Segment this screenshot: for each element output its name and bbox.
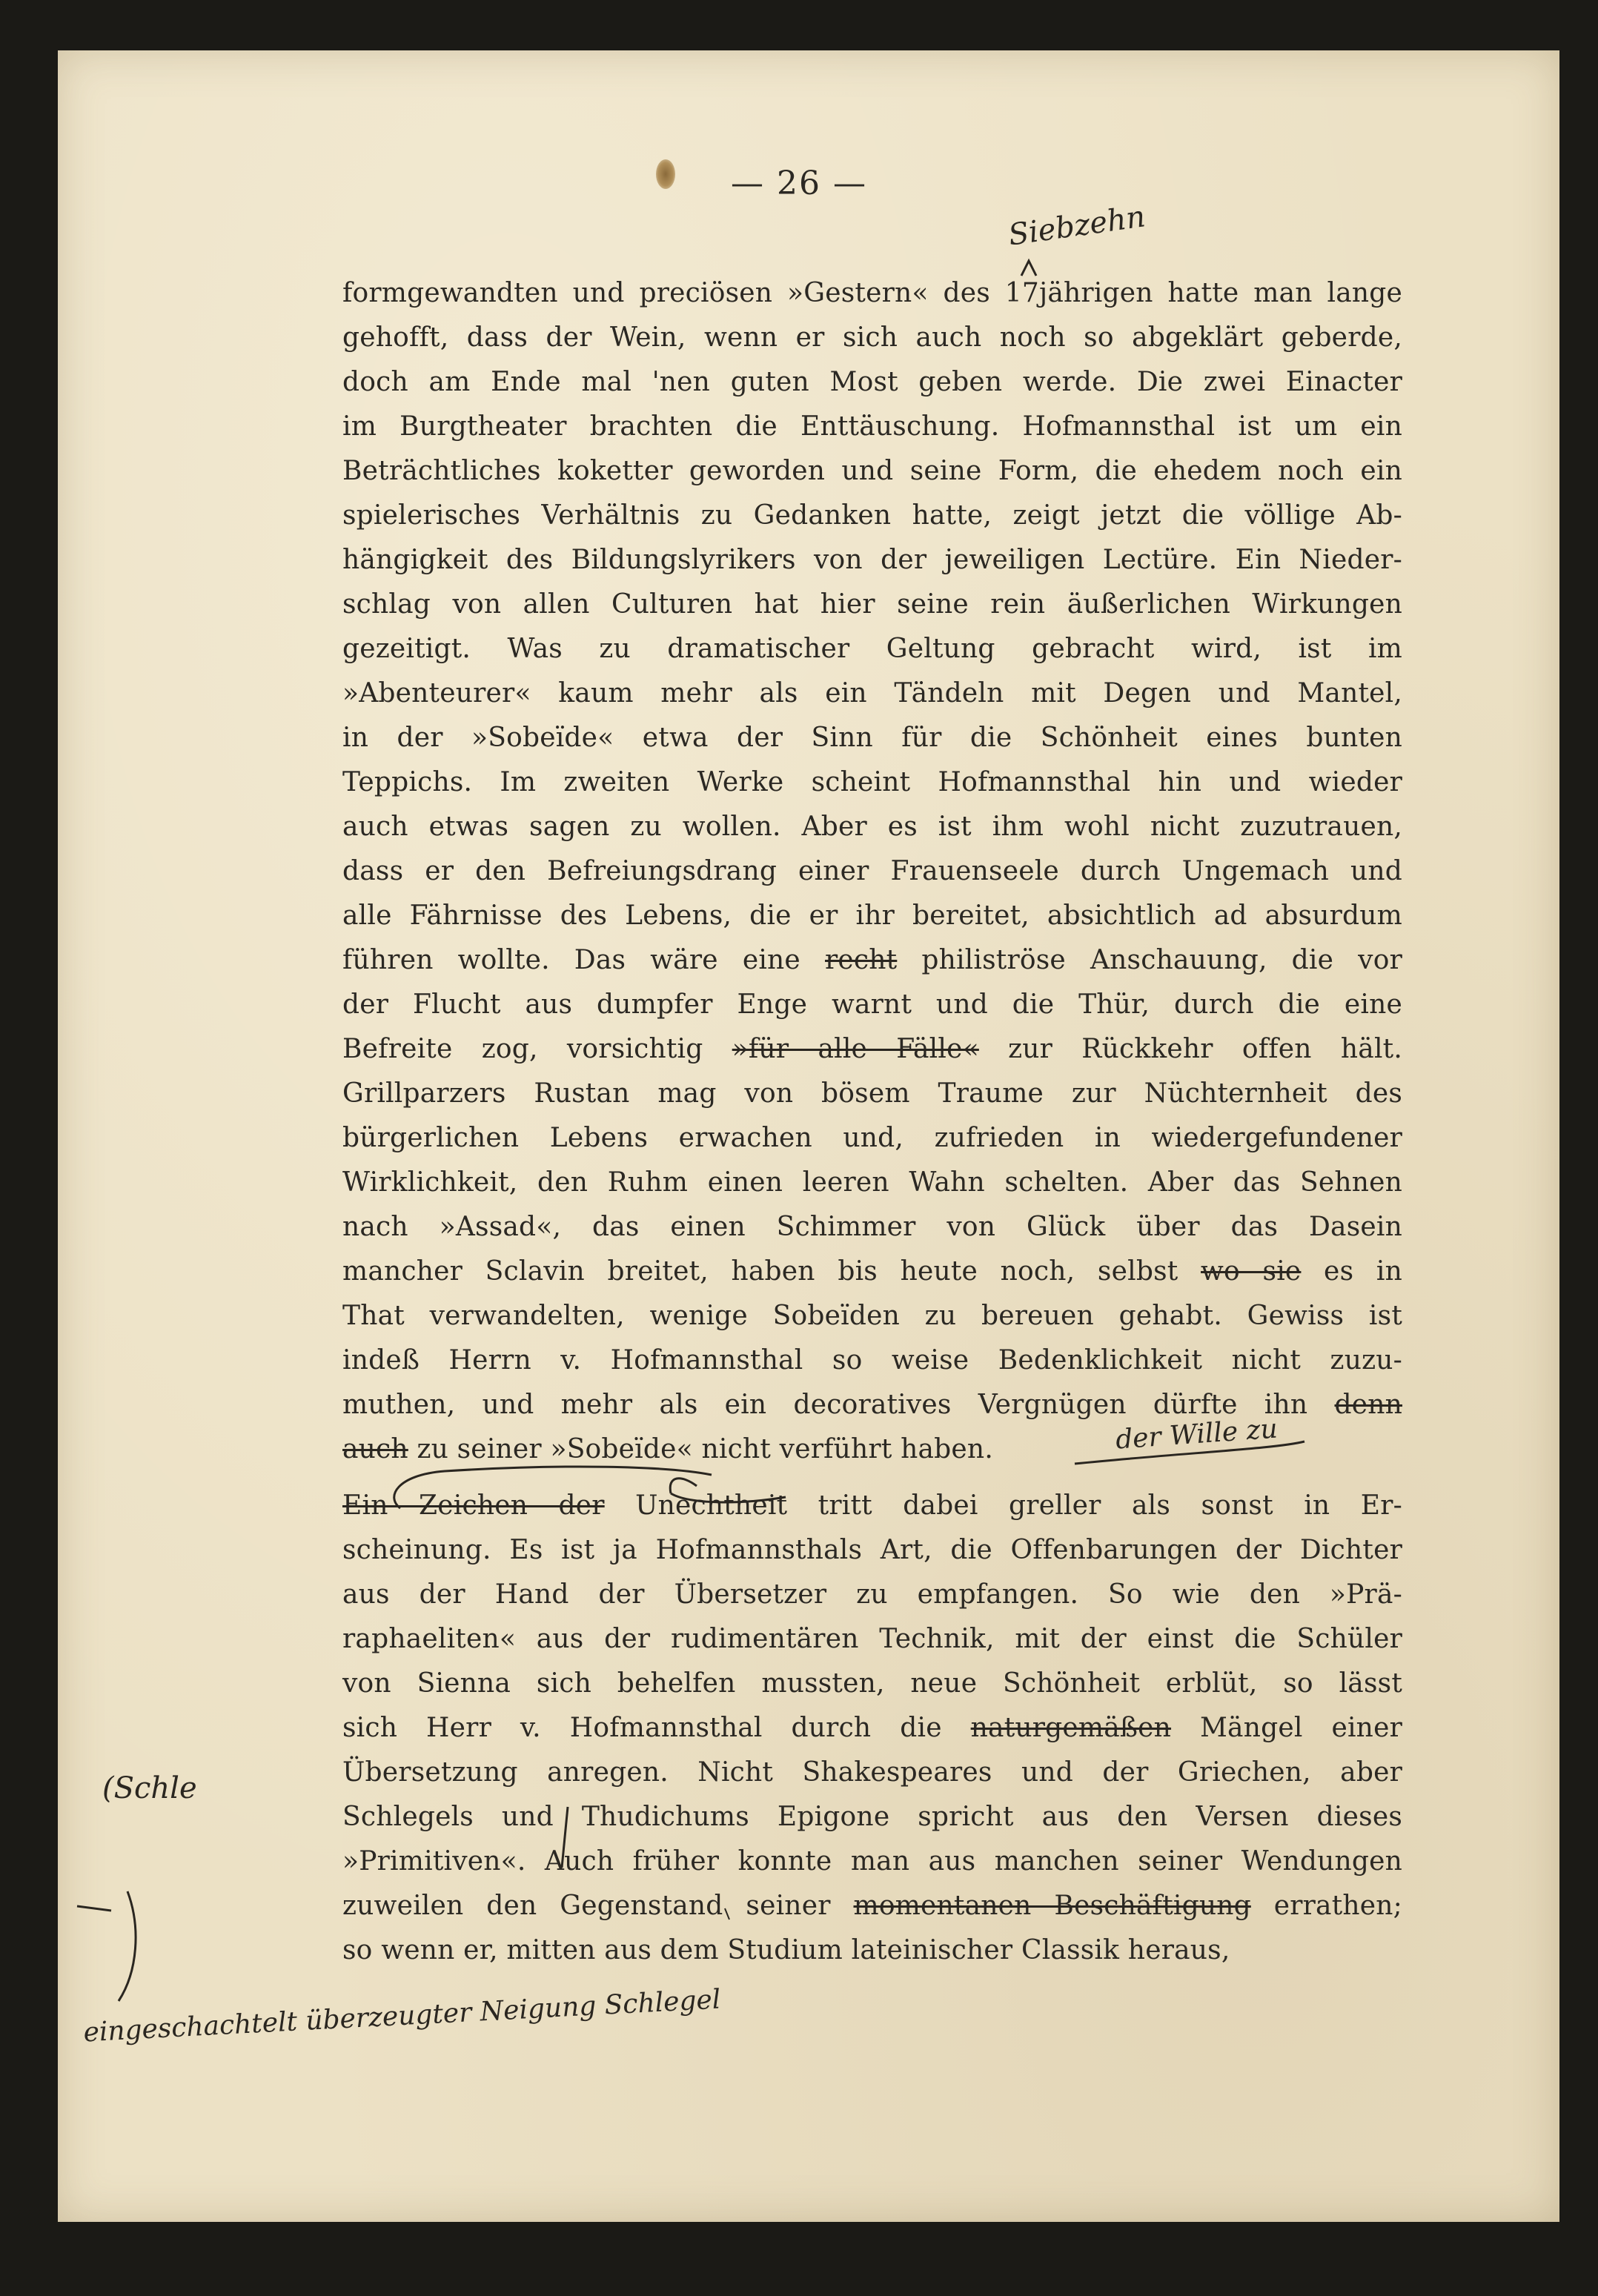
text-segment: führen wollte. Das wäre eine [342,945,825,975]
text-line: That verwandelten, wenige Sobeïden zu bereuen gehabt. Gewiss ist [342,1301,1402,1331]
text-segment: Mängel einer [1171,1713,1402,1743]
text-segment: errathen; [1250,1891,1402,1921]
struck-text: »für alle Fälle« [732,1034,979,1064]
text-segment: Befreite zog, vorsichtig [342,1034,732,1064]
text-line: raphaeliten« aus der rudimentären Technik, mit der einst die Schüler [342,1624,1402,1654]
handwritten-bottom-note: eingeschachtelt überzeugter Neigung Schlegel [82,1984,722,2048]
text-line: gezeitigt. Was zu dramatischer Geltung gebracht wird, ist im [342,634,1402,664]
text-line: Übersetzung anregen. Nicht Shakespeares und der Griechen, aber [342,1757,1402,1788]
struck-text: denn [1334,1390,1402,1420]
text-segment: zuweilen den Gegenstand seiner [342,1891,854,1921]
text-line: auch etwas sagen zu wollen. Aber es ist ihm wohl nicht zuzutrauen, [342,812,1402,842]
text-line: aus der Hand der Übersetzer zu empfangen. So wie den »Prä- [342,1579,1402,1610]
text-line: nach »Assad«, das einen Schimmer von Glück über das Dasein [342,1212,1402,1242]
struck-text: recht [824,945,898,975]
text-line [342,938,1402,983]
text-segment: es in [1301,1256,1402,1287]
text-segment: muthen, und mehr als ein decoratives Vergnügen dürfte ihn [342,1390,1335,1420]
text-line: hängigkeit des Bildungslyrikers von der jeweiligen Lectüre. Ein Nieder- [342,545,1402,575]
text-line: der Flucht aus dumpfer Enge warnt und die Thür, durch die eine [342,989,1402,1020]
page-number: — 26 — [731,165,867,202]
paragraph-1 [342,271,1402,1472]
text-line: in der »Sobeïde« etwa der Sinn für die Schönheit eines bunten [342,723,1402,753]
text-segment: zu seiner »Sobeïde« nicht verführt haben. [408,1434,993,1464]
handwritten-insert-margin: der Wille zu [1114,1413,1279,1456]
struck-text: naturgemäßen [970,1713,1172,1743]
text-line [342,1484,1402,1528]
text-segment: sich Herr v. Hofmannsthal durch die [342,1713,971,1743]
text-line: »Primitiven«. Auch früher konnte man aus manchen seiner Wendungen [342,1846,1402,1877]
paragraph-2 [342,1484,1402,1973]
text-line: so wenn er, mitten aus dem Studium lateinischer Classik heraus, [342,1935,1230,1965]
text-line: »Abenteurer« kaum mehr als ein Tändeln mit Degen und Mantel, [342,678,1402,709]
text-line: bürgerlichen Lebens erwachen und, zufrieden in wiedergefundener [342,1123,1402,1153]
text-line: indeß Herrn v. Hofmannsthal so weise Bedenklichkeit nicht zuzu- [342,1345,1402,1376]
text-line: Teppichs. Im zweiten Werke scheint Hofmannsthal hin und wieder [342,767,1402,797]
text-line [342,1884,1402,1928]
text-line: schlag von allen Culturen hat hier seine rein äußerlichen Wirkungen [342,589,1402,620]
text-line: Grillparzers Rustan mag von bösem Traume zur Nüchternheit des [342,1078,1402,1109]
text-line: gehofft, dass der Wein, wenn er sich auch noch so abgeklärt geberde, [342,322,1402,353]
text-line: doch am Ende mal 'nen guten Most geben werde. Die zwei Einacter [342,367,1402,397]
text-line: Beträchtliches koketter geworden und seine Form, die ehedem noch ein [342,456,1402,486]
text-line: Wirklichkeit, den Ruhm einen leeren Wahn schelten. Aber das Sehnen [342,1167,1402,1198]
handwritten-left-margin: (Schle [102,1771,197,1805]
text-line: im Burgtheater brachten die Enttäuschung. Hofmannsthal ist um ein [342,411,1402,442]
text-line: von Sienna sich behelfen mussten, neue Schönheit erblüt, so lässt [342,1668,1402,1699]
handwritten-insert-top: Siebzehn [1006,199,1148,253]
text-segment: Unechtheit tritt dabei greller als sonst in Er- [604,1490,1402,1521]
text-line: spielerisches Verhältnis zu Gedanken hatte, zeigt jetzt die völlige Ab- [342,500,1402,531]
text-line: alle Fährnisse des Lebens, die er ihr bereitet, absichtlich ad absurdum [342,900,1402,931]
struck-text: momentanen Beschäftigung [853,1891,1251,1921]
struck-text: auch [342,1434,408,1464]
text-line: formgewandten und preciösen »Gestern« des 17jährigen hatte man lange [342,278,1402,308]
text-segment: zur Rückkehr offen hält. [978,1034,1402,1064]
struck-text: wo sie [1201,1256,1302,1287]
text-line: scheinung. Es ist ja Hofmannsthals Art, die Offenbarungen der Dichter [342,1535,1402,1565]
text-line [342,1706,1402,1751]
text-line: dass er den Befreiungsdrang einer Frauenseele durch Ungemach und [342,856,1402,886]
struck-text: Ein Zeichen der [342,1490,605,1521]
text-line [342,1250,1402,1294]
text-line: Schlegels und Thudichums Epigone spricht aus den Versen dieses [342,1802,1402,1832]
text-segment: philiströse Anschauung, die vor [897,945,1403,975]
text-line [342,1027,1402,1072]
text-segment: mancher Sclavin breitet, haben bis heute noch, selbst [342,1256,1201,1287]
